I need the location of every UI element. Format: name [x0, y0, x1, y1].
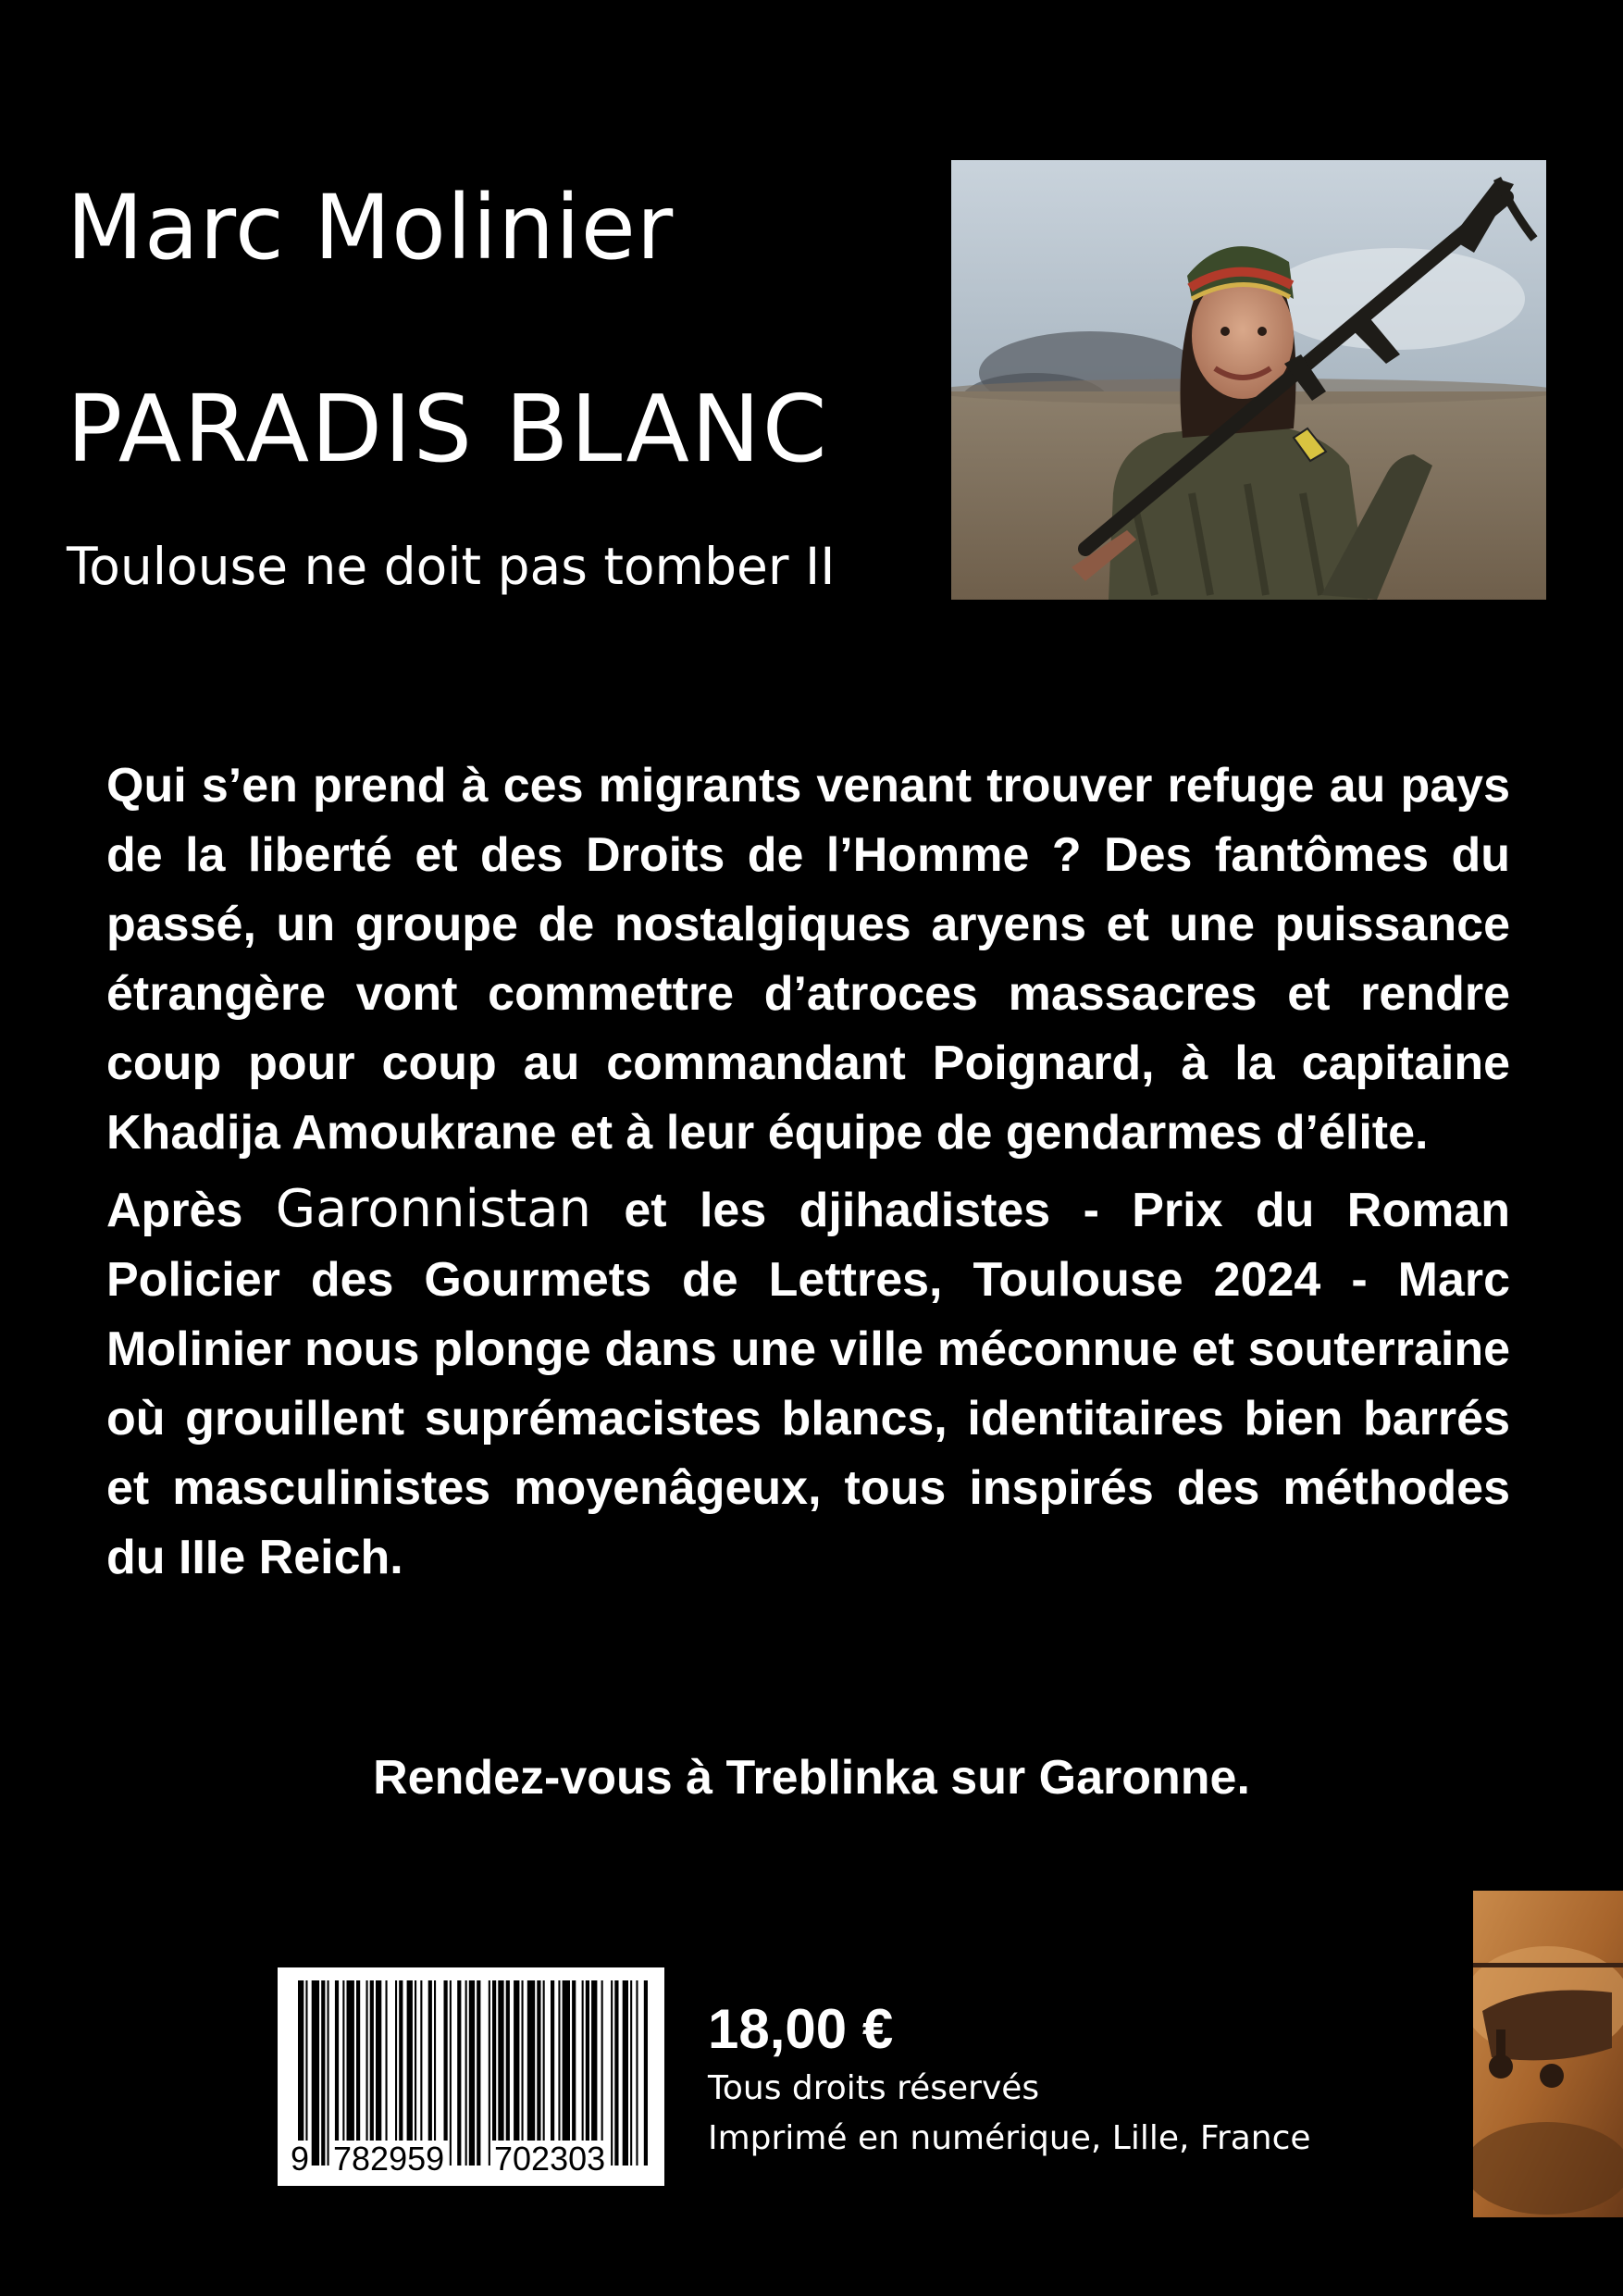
barcode-bar	[601, 1980, 603, 2166]
barcode-bar	[399, 1980, 403, 2166]
price: 18,00 €	[708, 1998, 894, 2060]
blurb	[106, 751, 1510, 1599]
barcode-bar	[614, 1980, 618, 2166]
barcode-bar	[415, 1980, 416, 2166]
isbn-prefix: 9	[291, 2140, 310, 2178]
barcode-bar	[506, 1980, 510, 2166]
barcode-bar	[582, 1980, 584, 2166]
barcode-bar	[420, 1980, 422, 2166]
barcode-bar	[342, 1980, 344, 2166]
barcode-bar	[611, 1980, 613, 2166]
helicopter-photo-icon	[1473, 1891, 1623, 2217]
barcode-bar	[305, 1980, 307, 2166]
barcode-bar	[298, 1980, 304, 2166]
barcode-bar	[328, 1980, 329, 2166]
barcode-bar	[469, 1980, 475, 2166]
barcode-bar	[335, 1980, 339, 2166]
barcode-bar	[434, 1980, 436, 2166]
barcode-bar	[591, 1980, 597, 2166]
barcode-bar	[386, 1980, 388, 2166]
author-name: Marc Molinier	[67, 176, 675, 279]
previous-book-title: Garonnistan	[275, 1179, 592, 1239]
barcode-bar	[370, 1980, 374, 2166]
barcode-bar	[563, 1980, 570, 2166]
barcode-bar	[407, 1980, 413, 2166]
barcode-bar	[543, 1980, 545, 2166]
barcode-bar	[498, 1980, 503, 2166]
print-notice: Imprimé en numérique, Lille, France	[708, 2119, 1311, 2157]
blurb-text: et les djihadistes - Prix du Roman Policier des Gourmets de Lettres, Toulouse 2024 - Marc Molinier nous plonge dans une ville méconnue et souterraine où grouillent suprémacistes blancs, identitaires bien barrés et masculinistes moyenâgeux, tous inspirés des méthodes du IIIe Reich.	[106, 1184, 1511, 1584]
closing-line: Rendez-vous à Treblinka sur Garonne.	[373, 1751, 1250, 1805]
isbn-group1: 782959	[329, 2141, 448, 2178]
barcode-bar	[465, 1980, 467, 2166]
barcode-bar	[477, 1980, 480, 2166]
barcode-bar	[356, 1980, 360, 2166]
barcode-bar	[586, 1980, 589, 2166]
isbn-group2: 702303	[490, 2141, 609, 2178]
blurb-paragraph	[106, 1174, 1510, 1593]
barcode-bar	[366, 1980, 368, 2166]
barcode-bar	[522, 1980, 524, 2166]
barcode-bar	[623, 1980, 628, 2166]
blurb-text: Après	[106, 1184, 243, 1237]
barcode-bar	[395, 1980, 397, 2166]
barcode-bar	[527, 1980, 535, 2166]
barcode-bar	[347, 1980, 354, 2166]
barcode-bar	[376, 1980, 381, 2166]
barcode-bar	[312, 1980, 319, 2166]
barcode-bar	[636, 1980, 638, 2166]
barcode-bar	[321, 1980, 325, 2166]
barcode-bar	[630, 1980, 632, 2166]
blurb-paragraph: Qui s’en prend à ces migrants venant trouver refuge au pays de la liberté et des Droits de l’Homme ? Des fantômes du passé, un groupe de nostalgiques aryens et une puissance étrangère vont commettre d’atroces massacres et rendre coup pour coup au commandant Poignard, à la capitaine Khadija Amoukrane et à leur équipe de gendarmes d’élite.	[106, 759, 1510, 1160]
barcode-bar	[514, 1980, 519, 2166]
barcode-bar	[450, 1980, 452, 2166]
barcode-bar	[558, 1980, 560, 2166]
barcode-icon	[278, 1967, 664, 2186]
barcode-bar	[644, 1980, 648, 2166]
barcode-bar	[428, 1980, 432, 2166]
barcode-bar	[572, 1980, 576, 2166]
book-subtitle: Toulouse ne doit pas tomber II	[67, 537, 836, 596]
book-title: PARADIS BLANC	[67, 375, 829, 483]
barcode-bar	[492, 1980, 496, 2166]
barcode-bar	[551, 1980, 554, 2166]
barcode-bar	[537, 1980, 540, 2166]
barcode-bar	[489, 1980, 490, 2166]
soldier-photo-icon	[951, 160, 1546, 600]
barcode-bar	[457, 1980, 461, 2166]
barcode-bar	[444, 1980, 448, 2166]
rights-notice: Tous droits réservés	[708, 2069, 1040, 2107]
